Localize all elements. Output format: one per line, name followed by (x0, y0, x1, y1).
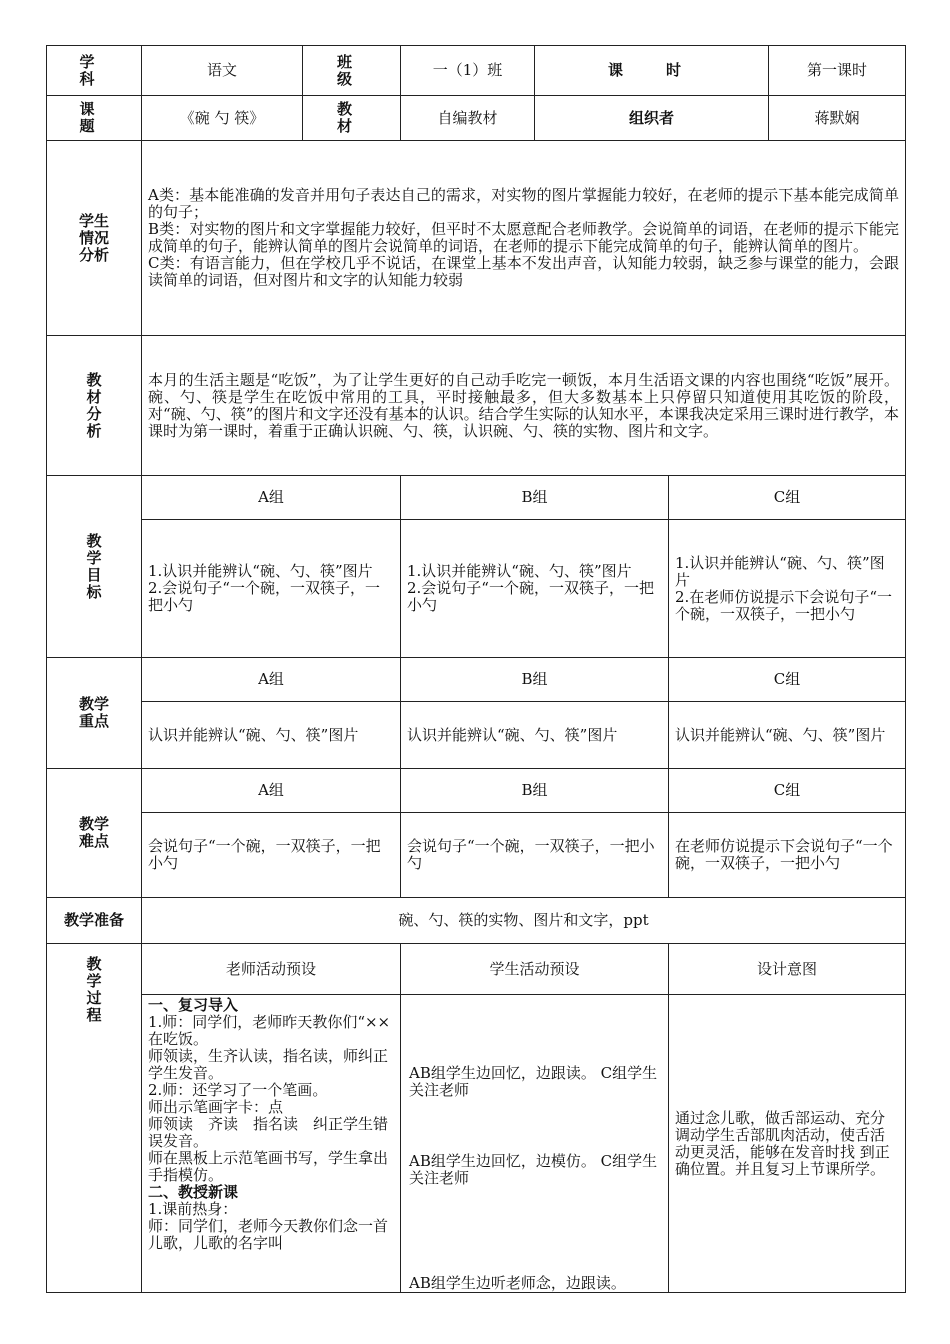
student-analysis-text (142, 141, 906, 336)
difficulties-group-a: A组 (142, 769, 401, 813)
keypoints-group-b: B组 (401, 658, 669, 702)
difficulties-b-text: 会说句子“一个碗，一双筷子，一把小勺 (401, 813, 669, 898)
goals-b-text: 1.认识并能辨认“碗、勺、筷”图片 2.会说句子“一个碗，一双筷子，一把小勺 (401, 520, 669, 658)
goals-label: 教 学 目 标 (47, 476, 142, 658)
process-design-cell: 通过念儿歌，做舌部运动、充分调动学生舌部肌肉活动，使舌活动更灵活，能够在发音时找 到正确位置。并且复习上节课所学。 (669, 995, 906, 1293)
difficulties-content-row (47, 813, 906, 898)
material-analysis-text: 本月的生活主题是“吃饭”，为了让学生更好的自己动手吃完一顿饭，本月生活语文课的内容也围绕“吃饭”展开。碗、勺、筷是学生在吃饭中常用的工具，平时接触最多，但大多数基本上只停留只知道使用其吃饭的阶段，对“碗、勺、筷”的图片和文字还没有基本的认识。结合学生实际的认知水平，本课我决定采用三课时进行教学，本课时为第一课时，着重于正确认识碗、勺、筷，认识碗、勺、筷的实物、图片和文字。 (142, 336, 906, 476)
goals-group-b: B组 (401, 476, 669, 520)
goals-content-row (47, 520, 906, 658)
teacher-step-1-title: 一、复习导入 (148, 996, 239, 1014)
keypoints-group-c: C组 (669, 658, 906, 702)
topic-label: 课 题 (47, 96, 142, 141)
process-teacher-cell (142, 995, 401, 1293)
difficulties-a-text: 会说句子“一个碗，一双筷子，一把小勺 (142, 813, 401, 898)
lesson-plan-table (46, 45, 906, 1293)
material-value: 自编教材 (401, 96, 535, 141)
student-activity-3: AB组学生边听老师念，边跟读。 (409, 1274, 626, 1292)
period-value: 第一课时 (769, 46, 906, 96)
organizer-value: 蒋默娴 (769, 96, 906, 141)
subject-value: 语文 (142, 46, 303, 96)
goals-group-row (47, 476, 906, 520)
header-row-2 (47, 96, 906, 141)
subject-label: 学 科 (47, 46, 142, 96)
process-label: 教 学 过 程 (47, 944, 142, 1293)
material-analysis-row (47, 336, 906, 476)
difficulties-c-text: 在老师仿说提示下会说句子“一个碗，一双筷子，一把小勺 (669, 813, 906, 898)
student-analysis-label: 学生 情况 分析 (47, 141, 142, 336)
preparation-label: 教学准备 (47, 898, 142, 944)
preparation-row (47, 898, 906, 944)
student-activity-1: AB组学生边回忆，边跟读。 C组学生关注老师 (409, 1064, 658, 1099)
keypoints-content-row (47, 702, 906, 769)
process-col-student: 学生活动预设 (401, 944, 669, 995)
process-content-row (47, 995, 906, 1293)
material-label: 教 材 (303, 96, 401, 141)
keypoints-group-row (47, 658, 906, 702)
keypoints-a-text: 认识并能辨认“碗、勺、筷”图片 (142, 702, 401, 769)
class-value: 一（1）班 (401, 46, 535, 96)
difficulties-group-b: B组 (401, 769, 669, 813)
teacher-step-2-text: 1.课前热身： 师：同学们，老师今天教你们念一首儿歌，儿歌的名字叫 (148, 1200, 389, 1252)
topic-value: 《碗 勺 筷》 (142, 96, 303, 141)
analysis-class-b: B类：对实物的图片和文字掌握能力较好，但平时不太愿意配合老师教学。会说简单的词语，在老师的提示下能完成简单的句子，能辨认简单的图片会说简单的词语，在老师的提示下能完成简单的句子，能辨认简单的图片。 (148, 220, 900, 255)
keypoints-group-a: A组 (142, 658, 401, 702)
header-row-1 (47, 46, 906, 96)
analysis-class-c: C类：有语言能力，但在学校几乎不说话，在课堂上基本不发出声音，认知能力较弱，缺乏参与课堂的能力，会跟读简单的词语，但对图片和文字的认知能力较弱 (148, 254, 900, 289)
process-col-design: 设计意图 (669, 944, 906, 995)
student-activity-2: AB组学生边回忆，边模仿。 C组学生关注老师 (409, 1152, 658, 1187)
goals-group-a: A组 (142, 476, 401, 520)
difficulties-group-c: C组 (669, 769, 906, 813)
keypoints-label: 教学 重点 (47, 658, 142, 769)
goals-a-text: 1.认识并能辨认“碗、勺、筷”图片 2.会说句子“一个碗，一双筷子，一把小勺 (142, 520, 401, 658)
teacher-step-2-title: 二、教授新课 (148, 1183, 239, 1201)
analysis-class-a: A类：基本能准确的发音并用句子表达自己的需求，对实物的图片掌握能力较好，在老师的提示下基本能完成简单的句子； (148, 186, 900, 221)
keypoints-b-text: 认识并能辨认“碗、勺、筷”图片 (401, 702, 669, 769)
organizer-label: 组织者 (535, 96, 769, 141)
goals-c-text: 1.认识并能辨认“碗、勺、筷”图片 2.在老师仿说提示下会说句子“一个碗，一双筷子，一把小勺 (669, 520, 906, 658)
preparation-text: 碗、勺、筷的实物、图片和文字，ppt (142, 898, 906, 944)
material-analysis-label: 教 材 分 析 (47, 336, 142, 476)
goals-group-c: C组 (669, 476, 906, 520)
process-col-teacher: 老师活动预设 (142, 944, 401, 995)
keypoints-c-text: 认识并能辨认“碗、勺、筷”图片 (669, 702, 906, 769)
process-student-cell (401, 995, 669, 1293)
process-header-row (47, 944, 906, 995)
class-label: 班 级 (303, 46, 401, 96)
difficulties-label: 教学 难点 (47, 769, 142, 898)
period-label: 课 时 (535, 46, 769, 96)
difficulties-group-row (47, 769, 906, 813)
student-analysis-row (47, 141, 906, 336)
teacher-step-1-text: 1.师：同学们，老师昨天教你们“××在吃饭。 师领读，生齐认读，指名读，师纠正学生发音。 2.师：还学习了一个笔画。 师出示笔画字卡：点 师领读 齐读 指名读 纠正学生错误发音。 师在黑板上示范笔画书写，学生拿出手指模仿。 (148, 1013, 391, 1184)
